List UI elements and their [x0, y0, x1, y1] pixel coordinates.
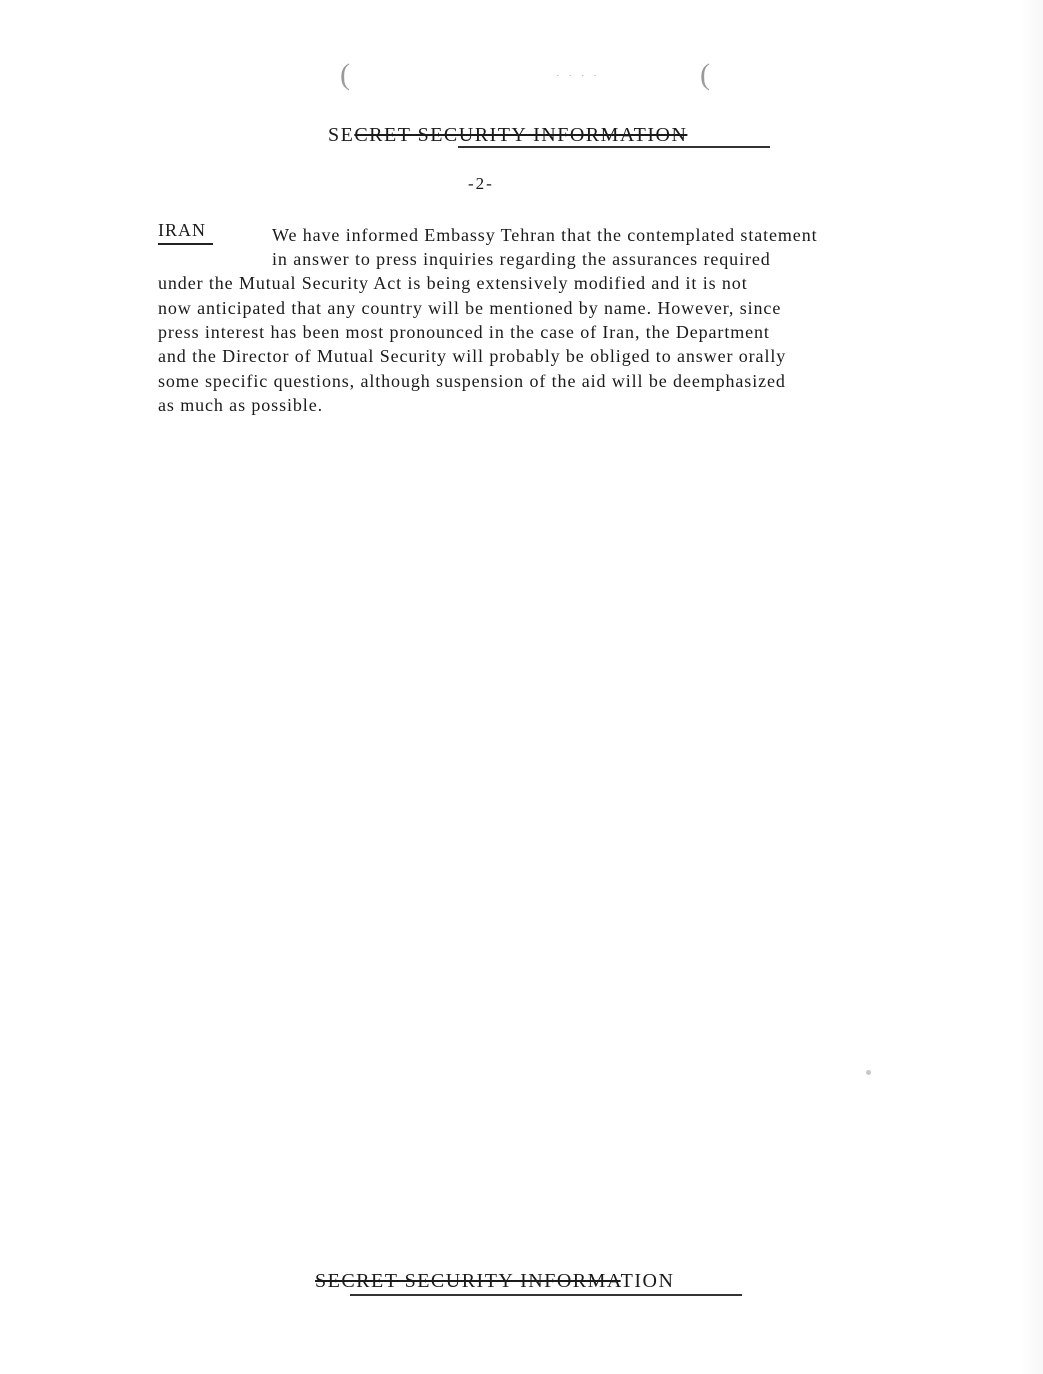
paragraph-line: under the Mutual Security Act is being extensively modified and it is not	[158, 273, 748, 293]
scan-mark-left: (	[340, 58, 350, 91]
header-classification	[328, 124, 687, 147]
section-label-underline	[158, 243, 213, 245]
paragraph-line: We have informed Embassy Tehran that the contemplated statement	[272, 225, 818, 245]
paragraph-line: some specific questions, although suspension of the aid will be deemphasized	[158, 371, 786, 391]
page-number: -2-	[468, 174, 494, 193]
scan-edge-shadow	[1021, 0, 1043, 1374]
paragraph-line: now anticipated that any country will be mentioned by name. However, since	[158, 298, 782, 318]
paragraph-line: in answer to press inquiries regarding the assurances required	[272, 249, 771, 269]
scan-mark-right: (	[700, 58, 710, 91]
paragraph-line: and the Director of Mutual Security will probably be obliged to answer orally	[158, 346, 787, 366]
footer-classification-struck: SECRET SECURITY INFORMA	[315, 1270, 621, 1292]
footer-classification-plain: TION	[620, 1270, 675, 1292]
scan-speck	[866, 1070, 871, 1075]
header-classification-plain: SE	[328, 124, 355, 146]
header-classification-struck: CRET SECURITY INFORMATION	[354, 124, 688, 146]
footer-classification	[315, 1270, 674, 1293]
paragraph-line: press interest has been most pronounced in the case of Iran, the Department	[158, 322, 770, 342]
header-classification-underline	[458, 146, 770, 148]
footer-classification-underline	[350, 1294, 742, 1296]
section-label: IRAN	[158, 220, 206, 240]
scan-dots: · · · ·	[556, 70, 600, 82]
paragraph-line: as much as possible.	[158, 395, 323, 415]
